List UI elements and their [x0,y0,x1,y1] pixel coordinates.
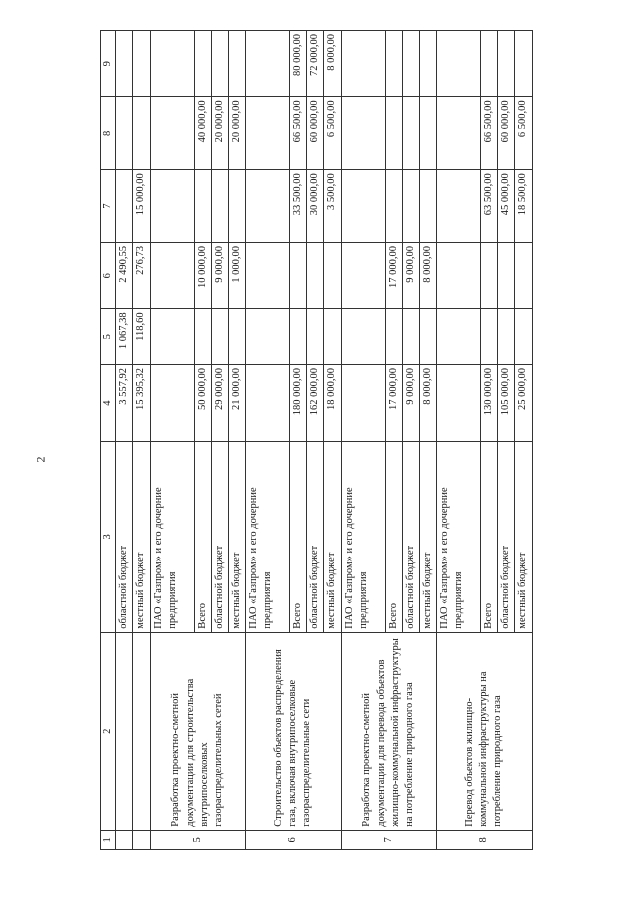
value-cell [385,309,402,365]
value-cell: 60 000,00 [498,97,515,170]
funding-source-cell: местный бюджет [228,442,245,633]
value-cell: 20 000,00 [211,97,228,170]
value-cell [341,365,385,442]
col-header: 5 [101,309,116,365]
col-header: 1 [101,830,116,849]
value-cell [402,31,419,97]
funding-source-cell: Всего [194,442,211,633]
row-number-cell [133,830,150,849]
value-cell: 25 000,00 [515,365,532,442]
col-header: 8 [101,97,116,170]
value-cell [150,170,194,243]
value-cell [324,243,341,309]
value-cell [150,31,194,97]
funding-source-cell: ПАО «Газпром» и его дочерние предприятия [341,442,385,633]
value-cell [481,309,498,365]
funding-source-cell: областной бюджет [498,442,515,633]
value-cell: 17 000,00 [385,243,402,309]
funding-source-cell: областной бюджет [402,442,419,633]
value-cell [246,31,290,97]
value-cell [437,97,481,170]
value-cell [481,243,498,309]
value-cell [341,309,385,365]
value-cell: 9 000,00 [402,365,419,442]
value-cell [402,97,419,170]
value-cell: 17 000,00 [385,365,402,442]
value-cell: 33 500,00 [290,170,307,243]
value-cell [341,97,385,170]
value-cell: 180 000,00 [290,365,307,442]
value-cell: 9 000,00 [211,243,228,309]
value-cell [246,365,290,442]
value-cell: 66 500,00 [481,97,498,170]
value-cell: 18 500,00 [515,170,532,243]
table-row [116,31,133,850]
value-cell [402,170,419,243]
value-cell [437,170,481,243]
value-cell [419,31,436,97]
value-cell: 18 000,00 [324,365,341,442]
col-header: 4 [101,365,116,442]
row-number-cell: 5 [150,830,246,849]
value-cell [419,309,436,365]
value-cell [228,309,245,365]
value-cell [246,170,290,243]
value-cell [246,309,290,365]
value-cell: 118,60 [133,309,150,365]
value-cell: 10 000,00 [194,243,211,309]
value-cell: 2 490,55 [116,243,133,309]
value-cell: 8 000,00 [419,365,436,442]
value-cell [194,309,211,365]
value-cell [228,170,245,243]
value-cell [515,309,532,365]
value-cell: 30 000,00 [307,170,324,243]
value-cell: 3 557,92 [116,365,133,442]
rotated-page [100,30,615,850]
value-cell: 15 000,00 [133,170,150,243]
page-number: 2 [33,456,48,463]
value-cell [150,309,194,365]
value-cell: 105 000,00 [498,365,515,442]
value-cell [385,170,402,243]
funding-source-cell: областной бюджет [116,442,133,633]
value-cell [402,309,419,365]
value-cell: 1 000,00 [228,243,245,309]
value-cell [341,243,385,309]
value-cell [437,309,481,365]
value-cell [228,31,245,97]
table-row [341,31,385,850]
funding-source-cell: Всего [481,442,498,633]
item-name-cell: Разработка проектно-сметной документации для строительства внутрипоселковых газораспределительных сетей [150,632,246,830]
value-cell: 29 000,00 [211,365,228,442]
header-row [101,31,116,850]
value-cell [498,31,515,97]
value-cell [307,243,324,309]
value-cell [324,309,341,365]
value-cell [481,31,498,97]
item-name-cell: Перевод объектов жилищно-коммунальной инфраструктуры на потребление природного газа [437,632,533,830]
value-cell [515,31,532,97]
value-cell [246,97,290,170]
funding-source-cell: ПАО «Газпром» и его дочерние предприятия [150,442,194,633]
col-header: 3 [101,442,116,633]
value-cell: 15 395,32 [133,365,150,442]
row-number-cell: 8 [437,830,533,849]
value-cell: 6 500,00 [515,97,532,170]
col-header: 6 [101,243,116,309]
value-cell: 9 000,00 [402,243,419,309]
funding-source-cell: местный бюджет [419,442,436,633]
value-cell [133,97,150,170]
value-cell [211,31,228,97]
col-header: 7 [101,170,116,243]
value-cell: 130 000,00 [481,365,498,442]
value-cell [290,309,307,365]
value-cell [116,31,133,97]
value-cell [211,309,228,365]
value-cell [437,243,481,309]
funding-source-cell: местный бюджет [324,442,341,633]
value-cell [385,31,402,97]
value-cell [437,365,481,442]
value-cell: 276,73 [133,243,150,309]
funding-source-cell: ПАО «Газпром» и его дочерние предприятия [246,442,290,633]
table-row [246,31,290,850]
value-cell [150,243,194,309]
value-cell: 40 000,00 [194,97,211,170]
item-name-cell: Разработка проектно-сметной документации для перевода объектов жилищно-коммунальной инфраструктуры на потребление природного газа [341,632,437,830]
col-header: 9 [101,31,116,97]
funding-source-cell: областной бюджет [211,442,228,633]
value-cell [150,365,194,442]
funding-source-cell: местный бюджет [133,442,150,633]
value-cell [246,243,290,309]
value-cell [150,97,194,170]
row-number-cell [116,830,133,849]
value-cell [498,243,515,309]
funding-source-cell: Всего [290,442,307,633]
value-cell [307,309,324,365]
value-cell: 63 500,00 [481,170,498,243]
item-name-cell: Строительство объектов распределения газа, включая внутрипоселковые газораспределительные сети [246,632,342,830]
table-row [150,31,194,850]
funding-source-cell: ПАО «Газпром» и его дочерние предприятия [437,442,481,633]
funding-source-cell: областной бюджет [307,442,324,633]
value-cell: 60 000,00 [307,97,324,170]
table-row [437,31,481,850]
value-cell: 50 000,00 [194,365,211,442]
value-cell [194,31,211,97]
value-cell: 1 067,38 [116,309,133,365]
value-cell [341,31,385,97]
value-cell [116,170,133,243]
value-cell [290,243,307,309]
col-header: 2 [101,632,116,830]
value-cell: 8 000,00 [324,31,341,97]
row-number-cell: 7 [341,830,437,849]
value-cell [419,170,436,243]
value-cell [515,243,532,309]
value-cell [437,31,481,97]
value-cell: 20 000,00 [228,97,245,170]
funding-source-cell: Всего [385,442,402,633]
value-cell: 3 500,00 [324,170,341,243]
table-row [133,31,150,850]
value-cell: 6 500,00 [324,97,341,170]
value-cell [419,97,436,170]
value-cell [133,31,150,97]
value-cell [211,170,228,243]
budget-table [100,30,533,850]
value-cell: 45 000,00 [498,170,515,243]
value-cell [385,97,402,170]
value-cell: 72 000,00 [307,31,324,97]
value-cell: 8 000,00 [419,243,436,309]
value-cell: 80 000,00 [290,31,307,97]
value-cell [116,97,133,170]
value-cell: 66 500,00 [290,97,307,170]
item-name-cell [133,632,150,830]
value-cell [341,170,385,243]
value-cell: 21 000,00 [228,365,245,442]
item-name-cell [116,632,133,830]
funding-source-cell: местный бюджет [515,442,532,633]
row-number-cell: 6 [246,830,342,849]
value-cell [194,170,211,243]
value-cell [498,309,515,365]
value-cell: 162 000,00 [307,365,324,442]
